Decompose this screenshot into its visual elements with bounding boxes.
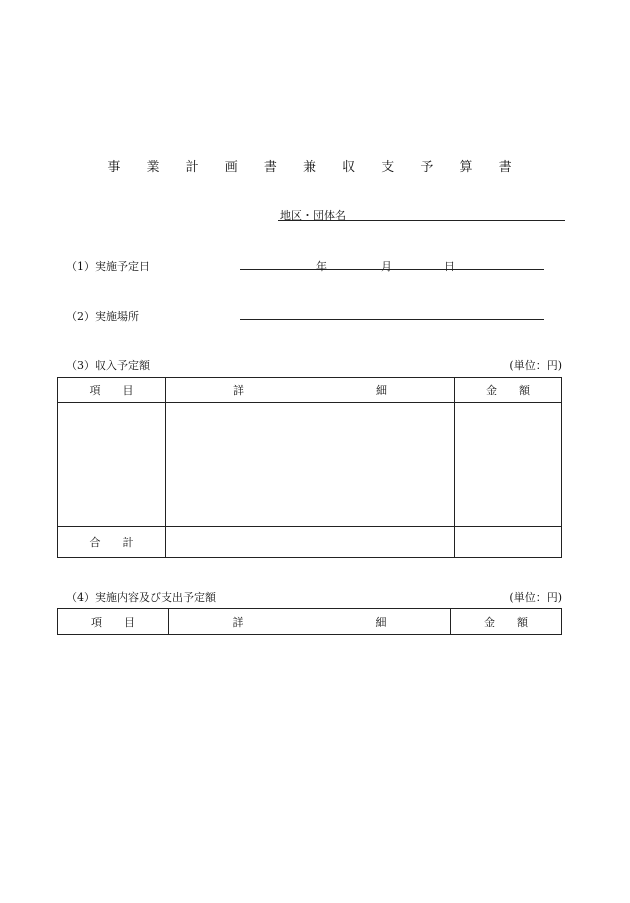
place-section-label: （2）実施場所 <box>66 310 139 323</box>
income-detail-cell[interactable] <box>166 403 455 527</box>
income-item-header: 項 目 <box>58 378 166 403</box>
income-section-label: （3）収入予定額 <box>66 359 150 372</box>
date-field[interactable] <box>240 269 544 270</box>
income-amount-header: 金 額 <box>455 378 562 403</box>
income-total-row <box>58 527 562 558</box>
income-total-label: 合 計 <box>58 527 166 558</box>
income-header-row <box>58 378 562 403</box>
income-total-detail-cell[interactable] <box>166 527 455 558</box>
income-unit-label: (単位：円) <box>509 359 562 372</box>
income-table <box>57 377 562 558</box>
expense-table <box>57 608 562 635</box>
expense-section-label: （4）実施内容及び支出予定額 <box>66 591 216 604</box>
month-label: 月 <box>381 260 392 273</box>
income-body-row <box>58 403 562 527</box>
income-amount-cell[interactable] <box>455 403 562 527</box>
income-total-amount-cell[interactable] <box>455 527 562 558</box>
document-title: 事 業 計 画 書 兼 収 支 予 算 書 <box>107 160 523 175</box>
expense-header-row <box>58 609 562 635</box>
income-item-cell[interactable] <box>58 403 166 527</box>
expense-unit-label: (単位：円) <box>509 591 562 604</box>
expense-item-header: 項 目 <box>58 609 169 635</box>
income-detail-header: 詳 細 <box>166 378 455 403</box>
organization-name-field[interactable] <box>278 220 565 221</box>
day-label: 日 <box>444 260 455 273</box>
expense-amount-header: 金 額 <box>451 609 562 635</box>
date-section-label: （1）実施予定日 <box>66 260 150 273</box>
place-field[interactable] <box>240 319 544 320</box>
expense-detail-header: 詳 細 <box>169 609 451 635</box>
year-label: 年 <box>316 260 327 273</box>
organization-label: 地区・団体名 <box>280 209 346 222</box>
